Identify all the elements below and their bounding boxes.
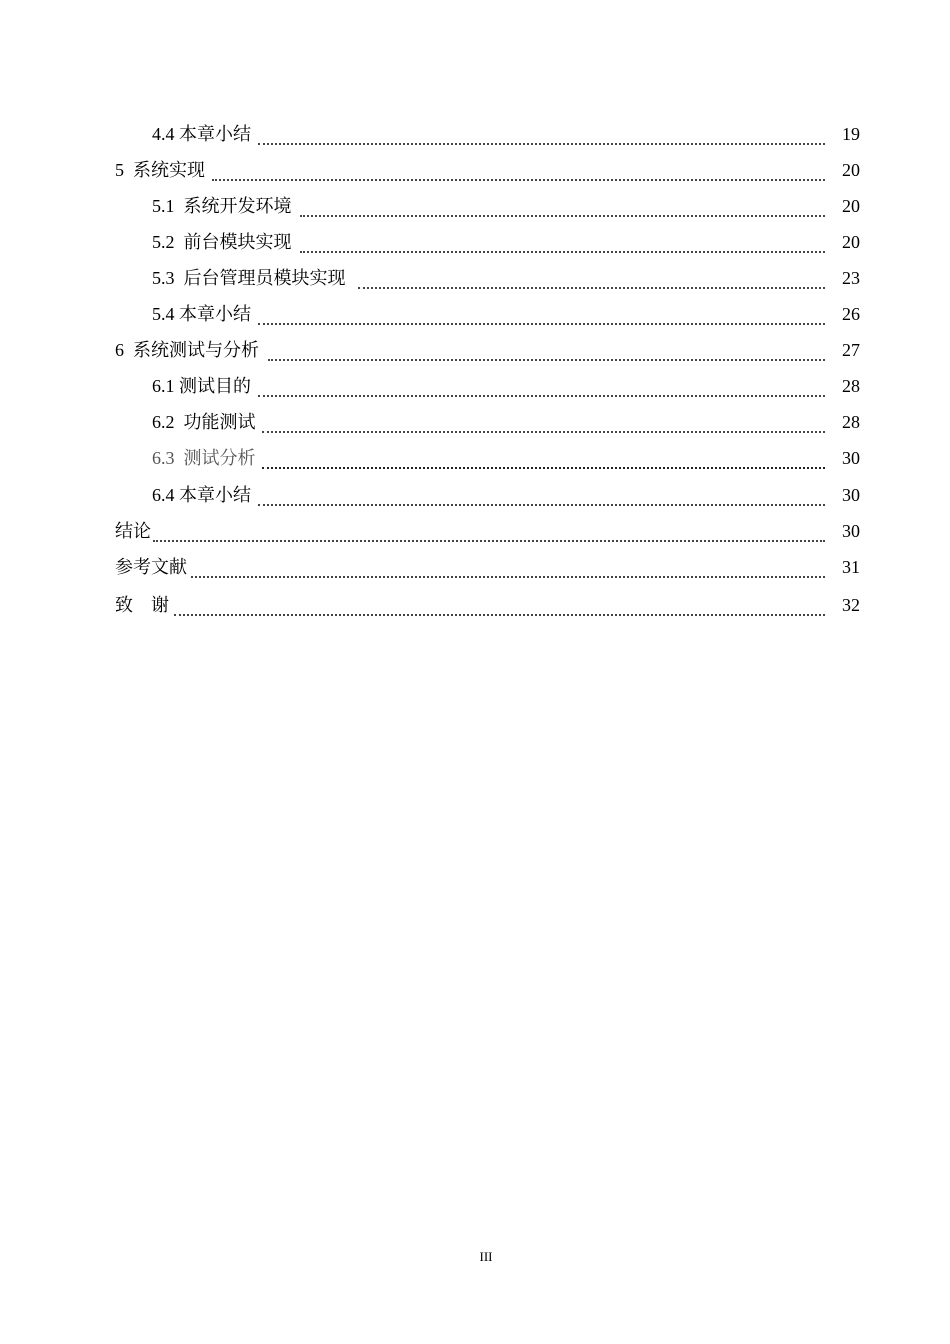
toc-entry-label: 4.4 本章小结 [152, 124, 251, 144]
toc-entry-references[interactable] [0, 554, 950, 580]
toc-entry-label: 5.1 系统开发环境 [152, 196, 292, 216]
toc-entry-page: 20 [842, 232, 860, 252]
dot-leader [153, 526, 825, 542]
dot-leader [258, 490, 825, 506]
toc-entry-6-4[interactable] [0, 482, 950, 508]
toc-entry-label: 5.2 前台模块实现 [152, 232, 292, 252]
toc-entry-page: 28 [842, 412, 860, 432]
toc-entry-page: 20 [842, 160, 860, 180]
toc-entry-6-3[interactable] [0, 445, 950, 471]
toc-entry-label: 5 系统实现 [115, 160, 205, 180]
dot-leader [300, 237, 825, 253]
toc-entry-page: 20 [842, 196, 860, 216]
dot-leader [262, 417, 825, 433]
toc-entry-page: 30 [842, 485, 860, 505]
toc-entry-label: 结论 [115, 521, 151, 541]
toc-entry-6[interactable] [0, 337, 950, 363]
toc-entry-5-2[interactable] [0, 229, 950, 255]
toc-entry-label: 6.4 本章小结 [152, 485, 251, 505]
toc-entry-acknowledgements[interactable] [0, 592, 950, 618]
toc-entry-label: 致 谢 [115, 595, 169, 615]
dot-leader [258, 129, 825, 145]
dot-leader [212, 165, 825, 181]
toc-entry-4-4[interactable] [0, 121, 950, 147]
toc-entry-6-1[interactable] [0, 373, 950, 399]
toc-entry-5-3[interactable] [0, 265, 950, 291]
toc-entry-page: 32 [842, 595, 860, 615]
dot-leader [262, 453, 825, 469]
dot-leader [268, 345, 825, 361]
toc-entry-label: 6.2 功能测试 [152, 412, 256, 432]
toc-entry-6-2[interactable] [0, 409, 950, 435]
toc-entry-5-4[interactable] [0, 301, 950, 327]
dot-leader [300, 201, 825, 217]
toc-entry-page: 28 [842, 376, 860, 396]
page-number: III [479, 1249, 493, 1264]
toc-entry-page: 19 [842, 124, 860, 144]
toc-entry-page: 30 [842, 448, 860, 468]
toc-entry-label: 6.3 测试分析 [152, 448, 256, 468]
toc-entry-label: 参考文献 [115, 557, 187, 577]
dot-leader [358, 273, 825, 289]
dot-leader [191, 562, 825, 578]
toc-entry-5-1[interactable] [0, 193, 950, 219]
toc-entry-label: 5.4 本章小结 [152, 304, 251, 324]
toc-entry-conclusion[interactable] [0, 518, 950, 544]
dot-leader [258, 381, 825, 397]
toc-entry-page: 23 [842, 268, 860, 288]
toc-entry-page: 31 [842, 557, 860, 577]
toc-entry-page: 27 [842, 340, 860, 360]
dot-leader [174, 600, 825, 616]
toc-entry-page: 26 [842, 304, 860, 324]
toc-entry-label: 6.1 测试目的 [152, 376, 251, 396]
toc-entry-page: 30 [842, 521, 860, 541]
dot-leader [258, 309, 825, 325]
toc-entry-label: 6 系统测试与分析 [115, 340, 259, 360]
toc-entry-label: 5.3 后台管理员模块实现 [152, 268, 346, 288]
toc-entry-5[interactable] [0, 157, 950, 183]
